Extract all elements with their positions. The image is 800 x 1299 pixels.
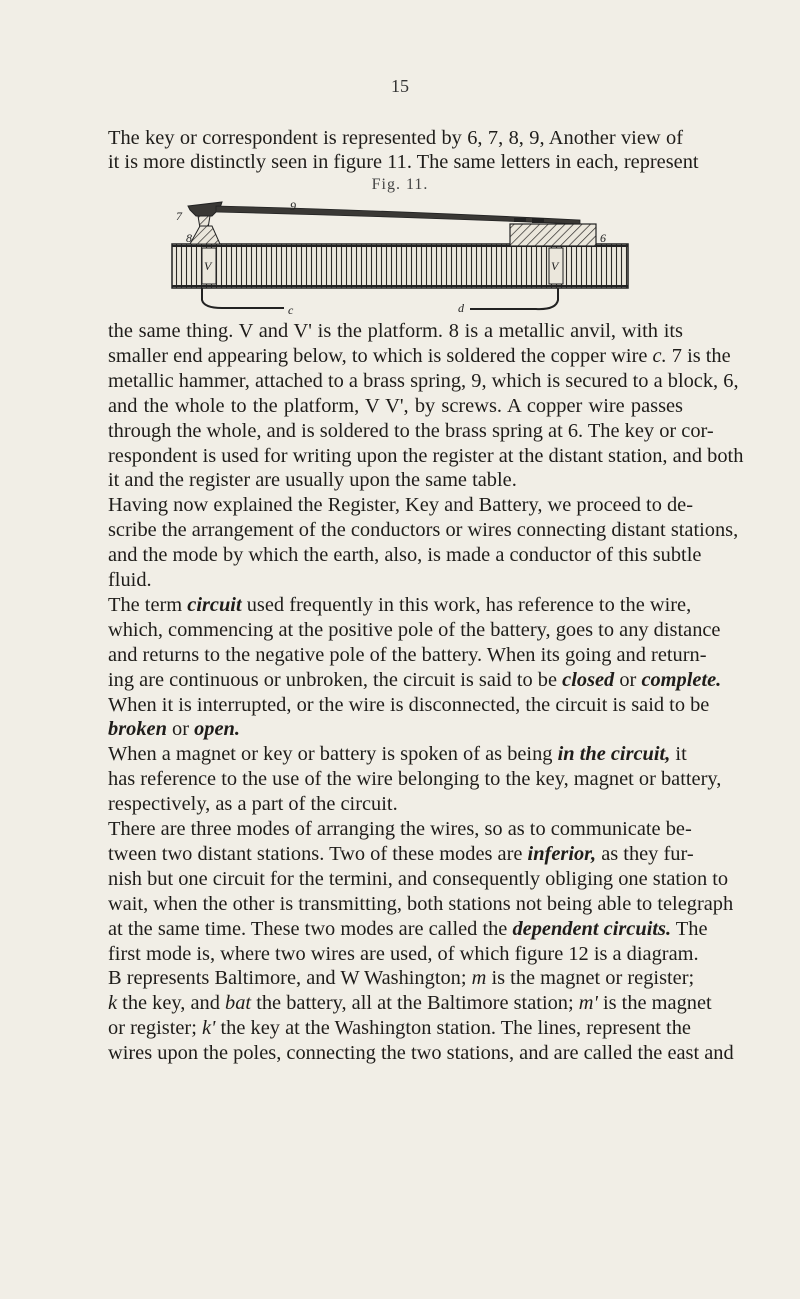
text-segment: The term <box>108 593 188 616</box>
text-segment: has reference to the use of the wire belonging to the key, magnet or battery, <box>108 768 722 791</box>
body-line <box>108 1041 734 1066</box>
body-line <box>108 717 683 742</box>
text-segment: nish but one circuit for the termini, and consequently obliging one station to <box>108 867 729 890</box>
body-line <box>108 767 722 792</box>
text-segment: the key, and <box>117 992 226 1015</box>
body-line <box>108 842 694 867</box>
text-segment: The <box>671 917 708 940</box>
body-line <box>108 419 714 444</box>
text-segment: or register; <box>108 1017 202 1040</box>
text-segment: When it is interrupted, or the wire is disconnected, the circuit is said to be <box>108 693 710 716</box>
text-segment: When a magnet or key or battery is spoken of as being <box>108 743 558 766</box>
text-segment: which, commencing at the positive pole of the battery, goes to any distance <box>108 618 721 641</box>
text-segment: scribe the arrangement of the conductors or wires connecting distant stations, <box>108 519 739 542</box>
emphasis-text: k' <box>202 1017 216 1040</box>
body-line <box>108 792 683 817</box>
emphasis-text: broken <box>108 718 167 741</box>
block <box>510 224 596 246</box>
label-anvil: 8 <box>186 231 192 245</box>
body-line <box>108 543 702 568</box>
label-wire-d: d <box>458 301 464 315</box>
text-segment: and the mode by which the earth, also, is made a conductor of this subtle <box>108 544 702 567</box>
text-segment: ing are continuous or unbroken, the circuit is said to be <box>108 668 563 691</box>
emphasis-text: bat <box>225 992 252 1015</box>
body-line <box>108 643 707 668</box>
body-line <box>108 917 708 942</box>
emphasis-text: dependent circuits. <box>512 917 672 940</box>
body-line <box>108 493 694 518</box>
emphasis-text: m' <box>578 992 598 1015</box>
text-segment: used frequently in this work, has reference to the wire, <box>241 593 692 616</box>
anvil <box>190 226 220 244</box>
emphasis-text: in the circuit, <box>557 743 671 766</box>
text-segment: and the whole to the platform, V V', by screws. A copper wire passes <box>108 394 683 417</box>
intro-line: it is more distinctly seen in figure 11. The same letters in each, represent <box>108 151 699 173</box>
text-segment: the same thing. V and V' is the platform. 8 is a metallic anvil, with its <box>108 320 683 342</box>
emphasis-text: open. <box>194 718 240 741</box>
wire-c <box>202 288 284 308</box>
body-line <box>108 518 739 543</box>
text-segment: and returns to the negative pole of the battery. When its going and return- <box>108 643 707 666</box>
text-segment: first mode is, where two wires are used, of which figure 12 is a diagram. <box>108 942 699 965</box>
text-segment: There are three modes of arranging the wires, so as to communicate be- <box>108 818 692 840</box>
body-line <box>108 867 729 892</box>
text-segment: at the same time. These two modes are called the <box>108 917 513 940</box>
text-segment: through the whole, and is soldered to the brass spring at 6. The key or cor- <box>108 419 714 442</box>
text-segment: wait, when the other is transmitting, both stations not being able to telegraph <box>108 892 734 915</box>
body-line <box>108 668 722 693</box>
text-segment: tween two distant stations. Two of these modes are <box>108 842 528 865</box>
figure-caption: Fig. 11. <box>371 176 429 193</box>
wire-d <box>470 288 558 309</box>
body-line <box>108 693 710 718</box>
key-diagram <box>160 196 640 316</box>
page-number: 15 <box>391 76 409 96</box>
text-segment: fluid. <box>108 569 152 591</box>
body-line <box>108 369 739 394</box>
text-segment: Having now explained the Register, Key and Battery, we proceed to de- <box>108 494 694 517</box>
body-line <box>108 1016 691 1041</box>
emphasis-text: circuit <box>187 593 242 616</box>
label-block: 6 <box>600 231 606 245</box>
text-segment: metallic hammer, attached to a brass spring, 9, which is secured to a block, 6, <box>108 369 739 392</box>
body-line <box>108 991 712 1016</box>
body-line <box>108 817 692 842</box>
text-segment: as they fur- <box>596 842 694 865</box>
text-segment: or <box>614 668 642 691</box>
text-segment: 7 is the <box>666 344 731 367</box>
text-segment: wires upon the poles, connecting the two stations, and are called the east and <box>108 1042 734 1065</box>
text-segment: the battery, all at the Baltimore station; <box>251 992 579 1015</box>
body-line <box>108 942 699 967</box>
emphasis-text: complete. <box>641 668 722 691</box>
text-segment: the key at the Washington station. The lines, represent the <box>215 1017 691 1040</box>
text-segment: or <box>166 718 195 741</box>
emphasis-text: c. <box>652 344 667 367</box>
body-line <box>108 568 683 593</box>
text-segment: smaller end appearing below, to which is soldered the copper wire <box>108 344 653 367</box>
intro-line: The key or correspondent is represented by 6, 7, 8, 9, Another view of <box>108 127 683 149</box>
emphasis-text: inferior, <box>527 842 597 865</box>
body-line <box>108 468 683 493</box>
label-platform-left: V <box>204 259 212 273</box>
label-wire-c: c <box>288 303 294 316</box>
emphasis-text: m <box>471 967 487 990</box>
label-spring: 9 <box>290 199 296 213</box>
body-line <box>108 319 683 344</box>
body-line <box>108 742 687 767</box>
body-line <box>108 394 683 419</box>
text-segment: is the magnet or register; <box>486 967 695 990</box>
body-line <box>108 966 695 991</box>
body-line <box>108 593 692 618</box>
figure-11-key-illustration <box>160 196 640 316</box>
body-line <box>108 344 731 369</box>
emphasis-text: k <box>108 992 118 1015</box>
body-line <box>108 444 744 469</box>
label-hammer: 7 <box>176 209 182 223</box>
text-segment: it and the register are usually upon the same table. <box>108 469 517 492</box>
emphasis-text: closed <box>562 668 615 691</box>
text-segment: is the magnet <box>597 992 712 1015</box>
label-platform-right: V <box>551 259 559 273</box>
text-segment: respectively, as a part of the circuit. <box>108 793 398 816</box>
text-segment: B represents Baltimore, and W Washington; <box>108 967 472 990</box>
text-segment: it <box>670 743 687 766</box>
text-segment: respondent is used for writing upon the register at the distant station, and both <box>108 444 744 467</box>
body-line <box>108 892 734 917</box>
body-line <box>108 618 721 643</box>
